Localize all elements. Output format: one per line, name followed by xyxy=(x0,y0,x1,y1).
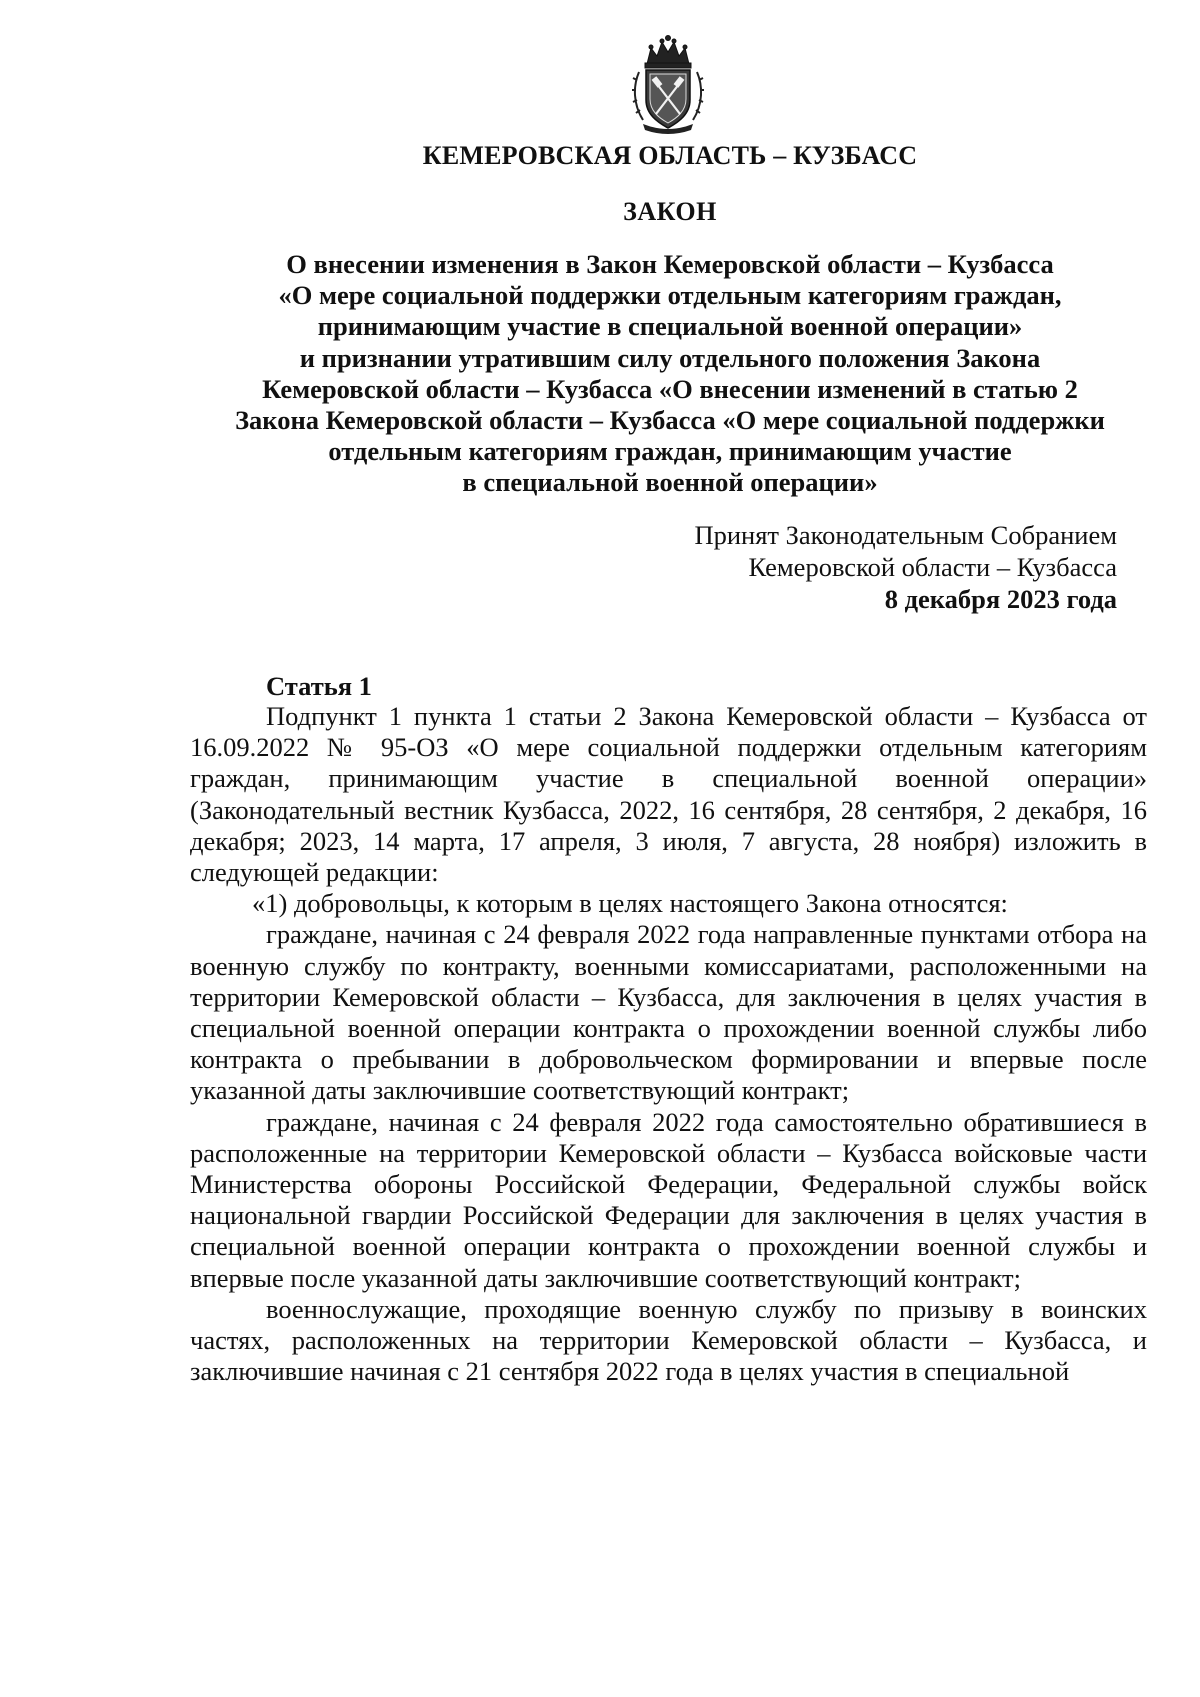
article-body xyxy=(190,701,1147,1387)
title-line: в специальной военной операции» xyxy=(462,467,878,498)
title-line: принимающим участие в специальной военной операции» xyxy=(317,311,1023,342)
adoption-line: Кемеровской области – Кузбасса xyxy=(748,552,1117,582)
adoption-date: 8 декабря 2023 года xyxy=(884,584,1117,614)
region-name: КЕМЕРОВСКАЯ ОБЛАСТЬ – КУЗБАСС xyxy=(422,141,918,170)
article-paragraph: «1) добровольцы, к которым в целях настоящего Закона относятся: xyxy=(252,888,1008,919)
coat-of-arms-icon xyxy=(629,34,707,134)
document-type: ЗАКОН xyxy=(623,197,717,226)
title-line: отдельным категориям граждан, принимающим участие xyxy=(328,436,1012,467)
law-title xyxy=(190,249,1150,499)
article-paragraph: военнослужащие, проходящие военную службу по призыву в воинских частях, расположенных на территории Кемеровской области – Кузбасса, и заключившие начиная с 21 сентября 2022 года в целях участия в специальной xyxy=(190,1293,1147,1387)
article-paragraph: граждане, начиная с 24 февраля 2022 года самостоятельно обратившиеся в расположенные на территории Кемеровской области – Кузбасса войсковые части Министерства обороны Российской Федерации, Федеральной службы войск национальной гвардии Российской Федерации для заключения в целях участия в специальной военной операции контракта о прохождении военной службы и впервые после указанной даты заключившие соответствующий контракт; xyxy=(190,1106,1147,1293)
article-paragraph: граждане, начиная с 24 февраля 2022 года направленные пунктами отбора на военную службу по контракту, военными комиссариатами, расположенными на территории Кемеровской области – Кузбасса, для заключения в целях участия в специальной военной операции контракта о прохождении военной службы либо контракта о пребывании в добровольческом формировании и впервые после указанной даты заключившие соответствующий контракт; xyxy=(190,919,1147,1106)
article-heading: Статья 1 xyxy=(266,671,372,701)
title-line: и признании утратившим силу отдельного положения Закона xyxy=(299,342,1041,373)
title-line: О внесении изменения в Закон Кемеровской области – Кузбасса xyxy=(286,249,1054,279)
article-paragraph: Подпункт 1 пункта 1 статьи 2 Закона Кемеровской области – Кузбасса от 16.09.2022 № 95-ОЗ «О мере социальной поддержки отдельным категориям граждан, принимающим участие в специальной военной операции» (Законодательный вестник Кузбасса, 2022, 16 сентября, 28 сентября, 2 декабря, 16 декабря; 2023, 14 марта, 17 апреля, 3 июля, 7 августа, 28 ноября) изложить в следующей редакции: xyxy=(190,701,1147,888)
title-line: Закона Кемеровской области – Кузбасса «О мере социальной поддержки xyxy=(235,405,1105,436)
title-line: Кемеровской области – Кузбасса «О внесении изменений в статью 2 xyxy=(262,373,1078,404)
adoption-block xyxy=(694,519,1117,615)
adoption-line: Принят Законодательным Собранием xyxy=(694,520,1117,550)
title-line: «О мере социальной поддержки отдельным категориям граждан, xyxy=(278,280,1062,311)
